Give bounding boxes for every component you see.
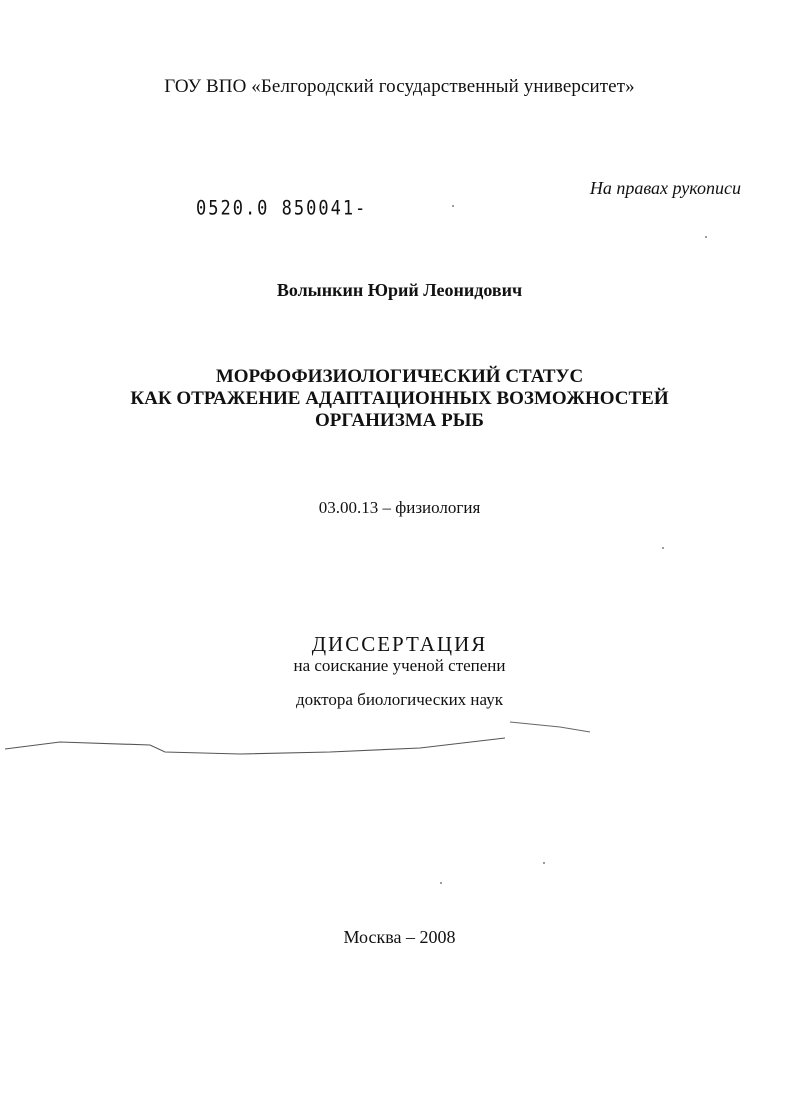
thesis-title bbox=[0, 366, 799, 432]
scan-speck bbox=[452, 205, 454, 207]
scan-speck bbox=[440, 882, 442, 884]
scan-speck bbox=[705, 236, 707, 238]
degree-line-2: доктора биологических наук bbox=[296, 690, 503, 709]
library-code-stamp: 0520.0 850041- bbox=[196, 197, 368, 220]
thesis-title-line-2: КАК ОТРАЖЕНИЕ АДАПТАЦИОННЫХ ВОЗМОЖНОСТЕЙ bbox=[130, 388, 669, 409]
scan-fold-line-right bbox=[510, 722, 590, 732]
author-name: Волынкин Юрий Леонидович bbox=[276, 280, 523, 300]
manuscript-rights-note: На правах рукописи bbox=[589, 178, 741, 198]
specialty-code: 03.00.13 – физиология bbox=[318, 498, 481, 517]
thesis-title-line-1: МОРФОФИЗИОЛОГИЧЕСКИЙ СТАТУС bbox=[215, 366, 584, 387]
scan-fold-line bbox=[5, 738, 505, 754]
institution-name: ГОУ ВПО «Белгородский государственный университет» bbox=[164, 76, 635, 97]
scan-speck bbox=[662, 547, 664, 549]
place-and-year: Москва – 2008 bbox=[343, 927, 456, 947]
scan-speck bbox=[543, 862, 545, 864]
thesis-title-line-3: ОРГАНИЗМА РЫБ bbox=[315, 410, 484, 431]
document-type: ДИССЕРТАЦИЯ bbox=[311, 632, 488, 656]
degree-line-1: на соискание ученой степени bbox=[293, 656, 506, 675]
